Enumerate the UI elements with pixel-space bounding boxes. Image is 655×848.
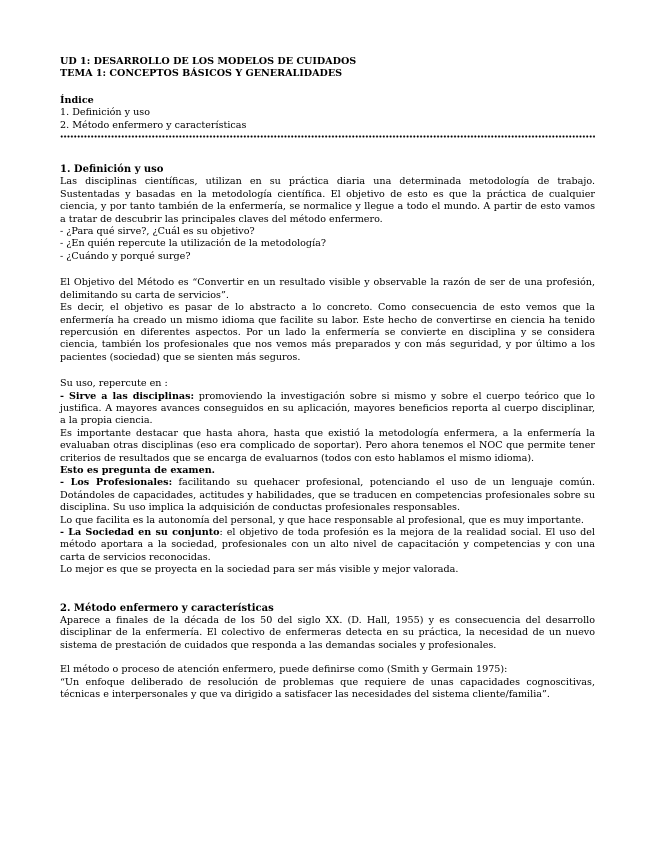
objective-paragraph: El Objetivo del Método es “Convertir en un resultado visible y observable la razón de ser de una profesión, delimitando su carta de servicios”. — [60, 277, 595, 301]
definition-quote: “Un enfoque deliberado de resolución de problemas que requiere de unas capacidades cognoscitivas, técnicas e interpersonales y que va dirigido a satisfacer las necesidades del sistema cliente/familia”. — [60, 676, 595, 701]
index-title: Índice — [60, 94, 94, 106]
autonomia-paragraph: Lo que facilita es la autonomía del personal, y que hace responsable al profesional, que es muy importante. — [60, 514, 584, 526]
section1-intro: Las disciplinas científicas, utilizan en su práctica diaria una determinada metodología de trabajo. Sustentadas y basadas en la metodología científica. El objetivo de esto es que la práctica de cualquier ciencia, y por tanto también de la enfermería, se normalice y llegue a todo el mundo. A partir de esto vamos a tratar de descubrir las principales claves del método enfermero. — [60, 176, 595, 225]
question-1: - ¿Para qué sirve?, ¿Cuál es su objetivo? — [60, 226, 255, 238]
document-page — [60, 56, 595, 701]
disciplinas-text: promoviendo la investigación sobre si mismo y sobre el cuerpo teórico que lo justifica. A mayores avances conseguidos en su aplicación, mayores beneficios reporta al cuerpo disciplinar, a la propia ciencia. — [60, 390, 595, 427]
section2-title: 2. Método enfermero y características — [60, 602, 274, 614]
profesionales-text: facilitando su quehacer profesional, potenciando el uso de un lenguaje común. Dotándoles de capacidades, actitudes y habilidades, que se traducen en competencias profesionales sobre su disciplina. Su uso implica la adquisición de conductas profesionales responsables. — [60, 477, 595, 514]
index-item-1: 1. Definición y uso — [60, 107, 151, 119]
sociedad-label: - La Sociedad en su conjunto — [60, 527, 220, 538]
use-intro: Su uso, repercute en : — [60, 378, 168, 390]
question-2: - ¿En quién repercute la utilización de la metodología? — [60, 238, 327, 250]
disciplinas-paragraph — [60, 391, 595, 428]
disciplinas-label: - Sirve a las disciplinas: — [60, 390, 195, 402]
closing-paragraph: Lo mejor es que se proyecta en la sociedad para ser más visible y mejor valorada. — [60, 564, 459, 576]
importante-paragraph: Es importante destacar que hasta ahora, hasta que existió la metodología enfermera, a la enfermería la evaluaban otras disciplinas (eso era complicado de soportar). Pero ahora tenemos el NOC que permite tener criterios de resultados que se encarga de evaluarnos (todos con esto hablamos el mismo idioma). — [60, 427, 595, 464]
profesionales-paragraph — [60, 477, 595, 514]
question-3: - ¿Cuándo y porqué surge? — [60, 250, 191, 262]
topic-title: TEMA 1: CONCEPTOS BÁSICOS Y GENERALIDADES — [60, 68, 343, 80]
sociedad-paragraph — [60, 527, 595, 564]
section2-paragraph: Aparece a finales de la década de los 50 del siglo XX. (D. Hall, 1955) y es consecuencia del desarrollo disciplinar de la enfermería. El colectivo de enfermeras detecta en su práctica, la necesidad de un nuevo sistema de prestación de cuidados que responda a las demandas sociales y profesionales. — [60, 615, 595, 651]
sociedad-text: : el objetivo de toda profesión es la mejora de la realidad social. El uso del método aportara a la sociedad, profesionales con un alto nivel de capacitación y competencias y con una carta de servicios reconocidas. — [60, 527, 595, 563]
exam-note: Esto es pregunta de examen. — [60, 464, 216, 476]
definition-intro: El método o proceso de atención enfermero, puede definirse como (Smith y Germain 1975): — [60, 664, 508, 676]
explanation-paragraph: Es decir, el objetivo es pasar de lo abstracto a lo concreto. Como consecuencia de esto vemos que la enfermería ha creado un mismo idioma que facilite su labor. Este hecho de convertirse en ciencia ha tenido repercusión en diferentes aspectos. Por un lado la enfermería se convierte en disciplina y se considera ciencia, también los profesionales que nos vemos más preparados y con más seguridad, y por último a los pacientes (sociedad) que se sienten más seguros. — [60, 302, 595, 363]
profesionales-label: - Los Profesionales: — [60, 477, 173, 489]
section1-title: 1. Definición y uso — [60, 164, 164, 176]
index-item-2: 2. Método enfermero y características — [60, 119, 247, 131]
unit-title: UD 1: DESARROLLO DE LOS MODELOS DE CUIDADOS — [60, 56, 357, 67]
